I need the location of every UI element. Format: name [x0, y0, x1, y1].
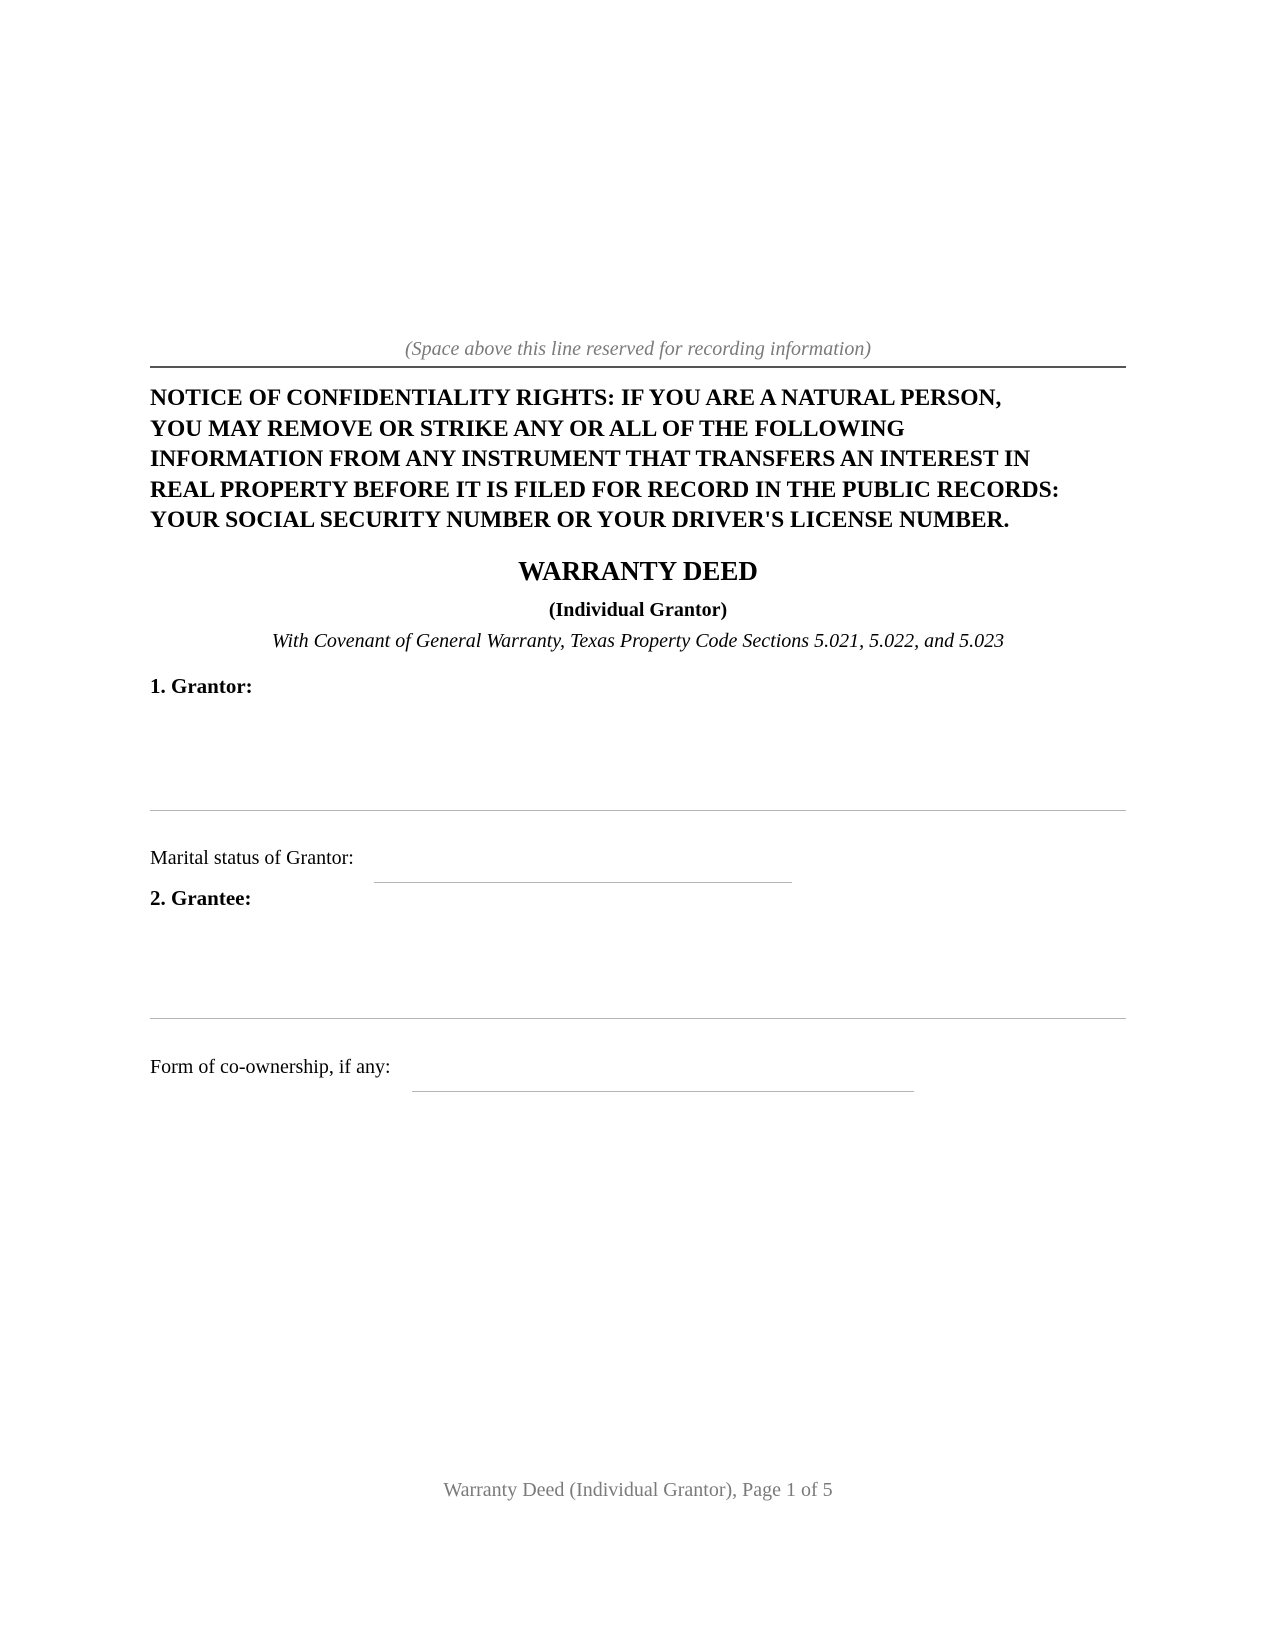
notice-line: YOUR SOCIAL SECURITY NUMBER OR YOUR DRIVER'S LICENSE NUMBER.: [150, 507, 1010, 533]
recording-info-note: (Space above this line reserved for recording information): [404, 338, 871, 360]
document-title: WARRANTY DEED: [518, 556, 758, 586]
recording-divider: [150, 366, 1126, 368]
grantor-name-field[interactable]: [150, 810, 1126, 811]
document-subtitle: (Individual Grantor): [548, 599, 728, 621]
marital-status-label: Marital status of Grantor:: [150, 847, 354, 869]
notice-line: INFORMATION FROM ANY INSTRUMENT THAT TRANSFERS AN INTEREST IN: [150, 446, 1031, 472]
grantee-name-field[interactable]: [150, 1018, 1126, 1019]
notice-line: YOU MAY REMOVE OR STRIKE ANY OR ALL OF THE FOLLOWING: [150, 415, 905, 442]
coownership-label: Form of co-ownership, if any:: [150, 1056, 391, 1078]
page-footer: Warranty Deed (Individual Grantor), Page 1 of 5: [443, 1479, 833, 1501]
coownership-field[interactable]: [412, 1091, 914, 1092]
notice-line: REAL PROPERTY BEFORE IT IS FILED FOR RECORD IN THE PUBLIC RECORDS:: [150, 476, 1060, 503]
marital-status-field[interactable]: [374, 882, 792, 883]
covenant-statement: With Covenant of General Warranty, Texas Property Code Sections 5.021, 5.022, and 5.023: [271, 630, 1005, 652]
grantor-heading: 1. Grantor:: [150, 674, 253, 698]
notice-line: NOTICE OF CONFIDENTIALITY RIGHTS: IF YOU ARE A NATURAL PERSON,: [150, 385, 1002, 411]
grantee-heading: 2. Grantee:: [150, 886, 252, 910]
confidentiality-notice: [150, 383, 1140, 536]
